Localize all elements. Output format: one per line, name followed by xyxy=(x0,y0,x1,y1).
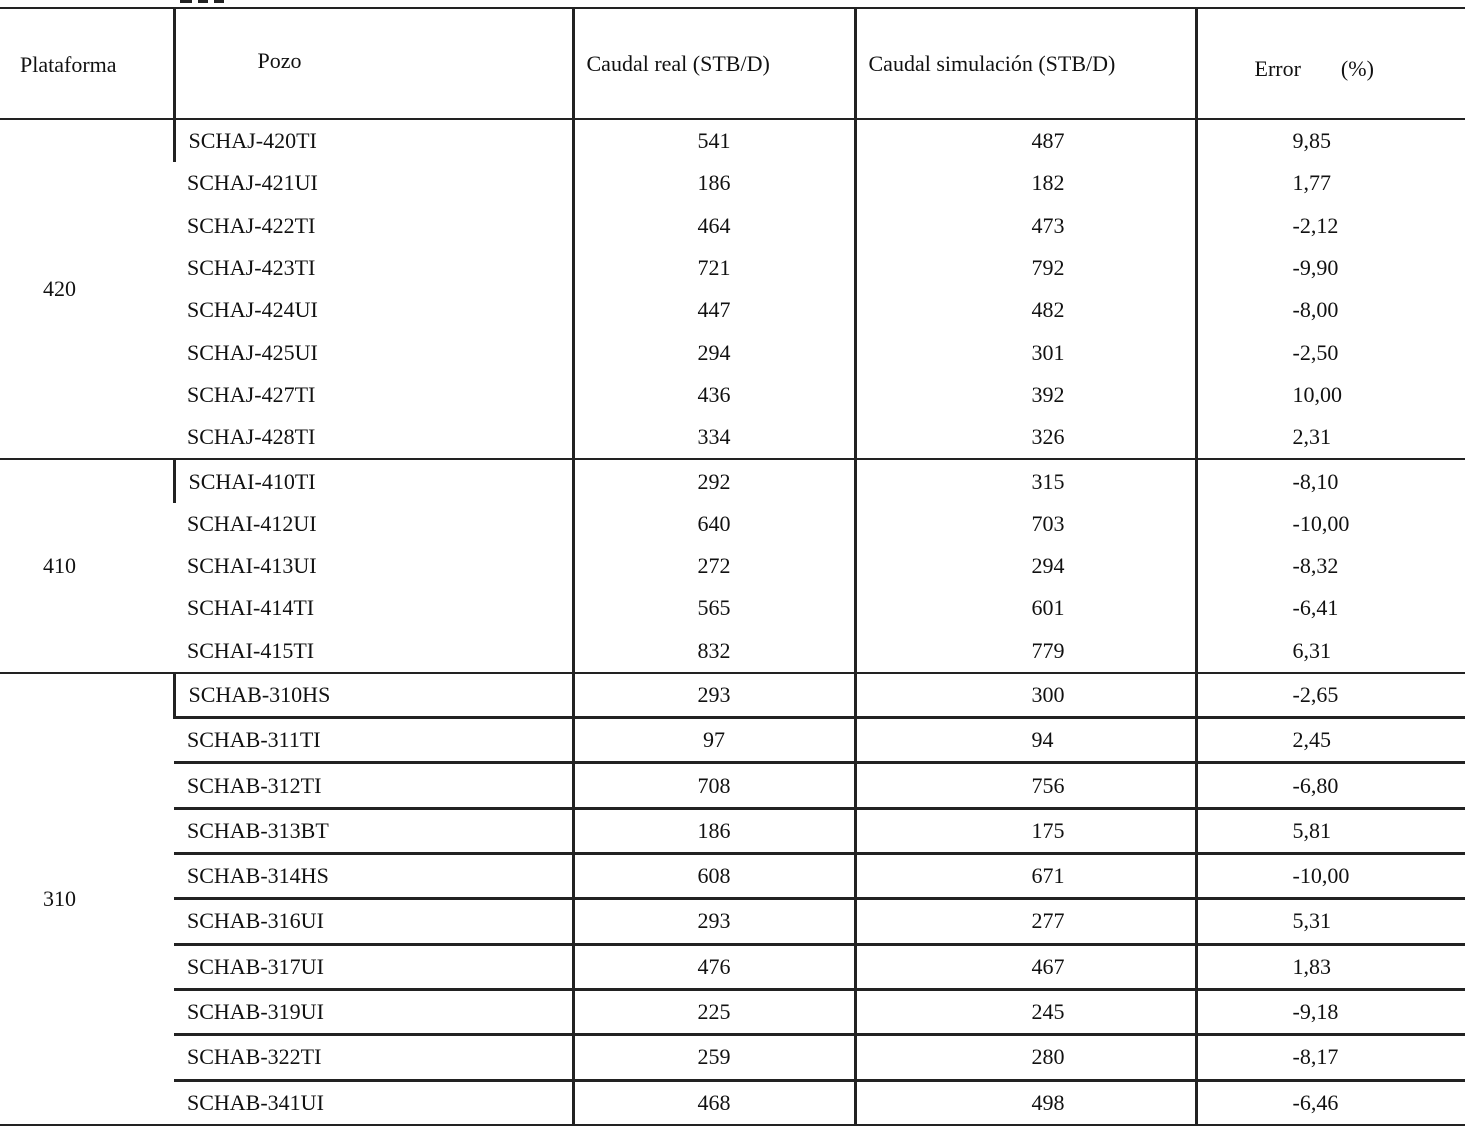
error-cell: 2,31 xyxy=(1196,416,1465,459)
error-cell: 9,85 xyxy=(1196,119,1465,162)
error-cell: -6,80 xyxy=(1196,763,1465,808)
caudal-real-cell: 640 xyxy=(573,503,855,545)
caudal-simulacion-cell: 756 xyxy=(855,763,1196,808)
error-cell: 1,77 xyxy=(1196,162,1465,204)
error-cell: -8,17 xyxy=(1196,1035,1465,1080)
data-table-container xyxy=(0,7,1465,1126)
caudal-simulacion-cell: 294 xyxy=(855,545,1196,587)
caudal-real-cell: 608 xyxy=(573,854,855,899)
pozo-cell: SCHAJ-425UI xyxy=(187,339,318,365)
table-body xyxy=(0,119,1465,1125)
plataforma-cell: 410 xyxy=(0,459,174,672)
caption-glyph-fragment xyxy=(198,0,208,3)
caudal-simulacion-cell: 498 xyxy=(855,1080,1196,1125)
pozo-cell: SCHAB-313BT xyxy=(174,808,573,853)
caudal-real-cell: 464 xyxy=(573,205,855,247)
error-cell: -8,00 xyxy=(1196,289,1465,331)
caudal-real-cell: 708 xyxy=(573,763,855,808)
production-comparison-table xyxy=(0,7,1465,1126)
pozo-cell: SCHAJ-427TI xyxy=(187,381,316,407)
pozo-cell: SCHAB-322TI xyxy=(174,1035,573,1080)
caudal-real-cell: 272 xyxy=(573,545,855,587)
table-header xyxy=(0,8,1465,119)
table-row xyxy=(0,718,1465,763)
caudal-simulacion-cell: 175 xyxy=(855,808,1196,853)
table-row xyxy=(0,205,1465,247)
caudal-real-cell: 294 xyxy=(573,331,855,373)
header-pozo: Pozo xyxy=(174,8,573,119)
caudal-real-cell: 832 xyxy=(573,630,855,673)
caudal-real-cell: 468 xyxy=(573,1080,855,1125)
error-cell: 1,83 xyxy=(1196,944,1465,989)
pozo-cell: SCHAI-412UI xyxy=(187,510,317,536)
caudal-real-cell: 721 xyxy=(573,247,855,289)
pozo-cell: SCHAI-415TI xyxy=(174,630,573,673)
pozo-cell: SCHAB-317UI xyxy=(174,944,573,989)
caudal-real-cell: 541 xyxy=(573,119,855,162)
caudal-simulacion-cell: 280 xyxy=(855,1035,1196,1080)
pozo-cell: SCHAJ-421UI xyxy=(187,170,318,196)
pozo-cell: SCHAB-312TI xyxy=(174,763,573,808)
pozo-cell: SCHAJ-428TI xyxy=(174,416,573,459)
caudal-simulacion-cell: 326 xyxy=(855,416,1196,459)
caudal-simulacion-cell: 601 xyxy=(855,587,1196,629)
table-row xyxy=(0,289,1465,331)
caudal-real-cell: 447 xyxy=(573,289,855,331)
error-cell: -8,10 xyxy=(1196,459,1465,502)
table-row xyxy=(0,854,1465,899)
caudal-real-cell: 565 xyxy=(573,587,855,629)
caudal-simulacion-cell: 482 xyxy=(855,289,1196,331)
pozo-cell: SCHAI-410TI xyxy=(174,459,573,502)
table-row xyxy=(0,503,1465,545)
caudal-real-cell: 476 xyxy=(573,944,855,989)
error-cell: -10,00 xyxy=(1196,503,1465,545)
caudal-real-cell: 186 xyxy=(573,162,855,204)
table-row xyxy=(0,1080,1465,1125)
table-row xyxy=(0,545,1465,587)
caudal-simulacion-cell: 94 xyxy=(855,718,1196,763)
caudal-simulacion-cell: 277 xyxy=(855,899,1196,944)
table-row xyxy=(0,119,1465,162)
error-cell: 2,45 xyxy=(1196,718,1465,763)
pozo-cell: SCHAJ-423TI xyxy=(187,255,316,281)
table-row xyxy=(0,459,1465,502)
caudal-simulacion-cell: 467 xyxy=(855,944,1196,989)
error-cell: 5,81 xyxy=(1196,808,1465,853)
header-plataforma: Plataforma xyxy=(0,8,174,119)
plataforma-cell: 310 xyxy=(0,673,174,1125)
error-cell: -10,00 xyxy=(1196,854,1465,899)
header-error-unit: (%) xyxy=(1340,55,1374,81)
caudal-simulacion-cell: 301 xyxy=(855,331,1196,373)
pozo-cell: SCHAB-314HS xyxy=(174,854,573,899)
table-row xyxy=(0,808,1465,853)
caudal-real-cell: 259 xyxy=(573,1035,855,1080)
table-row xyxy=(0,331,1465,373)
error-cell: -9,18 xyxy=(1196,989,1465,1034)
caudal-simulacion-cell: 315 xyxy=(855,459,1196,502)
caudal-real-cell: 225 xyxy=(573,989,855,1034)
error-cell: -9,90 xyxy=(1196,247,1465,289)
caudal-simulacion-cell: 671 xyxy=(855,854,1196,899)
table-row xyxy=(0,1035,1465,1080)
pozo-cell: SCHAB-316UI xyxy=(174,899,573,944)
pozo-cell: SCHAB-310HS xyxy=(174,673,573,718)
table-row xyxy=(0,673,1465,718)
caption-glyph-fragment xyxy=(180,0,192,3)
caudal-simulacion-cell: 703 xyxy=(855,503,1196,545)
caudal-real-cell: 97 xyxy=(573,718,855,763)
caudal-simulacion-cell: 392 xyxy=(855,374,1196,416)
header-row xyxy=(0,8,1465,119)
cropped-caption-fragment xyxy=(180,0,230,3)
header-caudal-real: Caudal real (STB/D) xyxy=(573,8,855,119)
caudal-real-cell: 292 xyxy=(573,459,855,502)
caudal-simulacion-cell: 473 xyxy=(855,205,1196,247)
error-cell: -2,65 xyxy=(1196,673,1465,718)
pozo-cell: SCHAJ-420TI xyxy=(174,119,573,162)
table-row xyxy=(0,944,1465,989)
table-row xyxy=(0,989,1465,1034)
error-cell: -2,50 xyxy=(1196,331,1465,373)
header-error xyxy=(1196,8,1465,119)
error-cell: 10,00 xyxy=(1196,374,1465,416)
caudal-real-cell: 293 xyxy=(573,899,855,944)
table-row xyxy=(0,416,1465,459)
pozo-cell: SCHAJ-422TI xyxy=(187,212,316,238)
error-cell: -6,41 xyxy=(1196,587,1465,629)
header-caudal-simulacion: Caudal simulación (STB/D) xyxy=(855,8,1196,119)
error-cell: -2,12 xyxy=(1196,205,1465,247)
caudal-simulacion-cell: 779 xyxy=(855,630,1196,673)
table-row xyxy=(0,630,1465,673)
caudal-simulacion-cell: 792 xyxy=(855,247,1196,289)
caudal-real-cell: 186 xyxy=(573,808,855,853)
pozo-cell: SCHAI-414TI xyxy=(187,595,315,621)
plataforma-cell: 420 xyxy=(0,119,174,459)
error-cell: 6,31 xyxy=(1196,630,1465,673)
error-cell: -6,46 xyxy=(1196,1080,1465,1125)
caudal-real-cell: 293 xyxy=(573,673,855,718)
error-cell: 5,31 xyxy=(1196,899,1465,944)
error-cell: -8,32 xyxy=(1196,545,1465,587)
pozo-cell: SCHAI-413UI xyxy=(187,553,317,579)
table-row xyxy=(0,162,1465,204)
pozo-cell: SCHAB-319UI xyxy=(174,989,573,1034)
caudal-simulacion-cell: 182 xyxy=(855,162,1196,204)
caudal-simulacion-cell: 245 xyxy=(855,989,1196,1034)
table-row xyxy=(0,899,1465,944)
caudal-simulacion-cell: 487 xyxy=(855,119,1196,162)
caudal-simulacion-cell: 300 xyxy=(855,673,1196,718)
table-row xyxy=(0,374,1465,416)
pozo-cell: SCHAB-311TI xyxy=(174,718,573,763)
table-row xyxy=(0,247,1465,289)
header-error-label: Error xyxy=(1254,55,1301,81)
pozo-cell: SCHAB-341UI xyxy=(174,1080,573,1125)
caption-glyph-fragment xyxy=(214,0,224,3)
table-row xyxy=(0,763,1465,808)
table-row xyxy=(0,587,1465,629)
caudal-real-cell: 436 xyxy=(573,374,855,416)
pozo-cell: SCHAJ-424UI xyxy=(187,297,318,323)
caudal-real-cell: 334 xyxy=(573,416,855,459)
